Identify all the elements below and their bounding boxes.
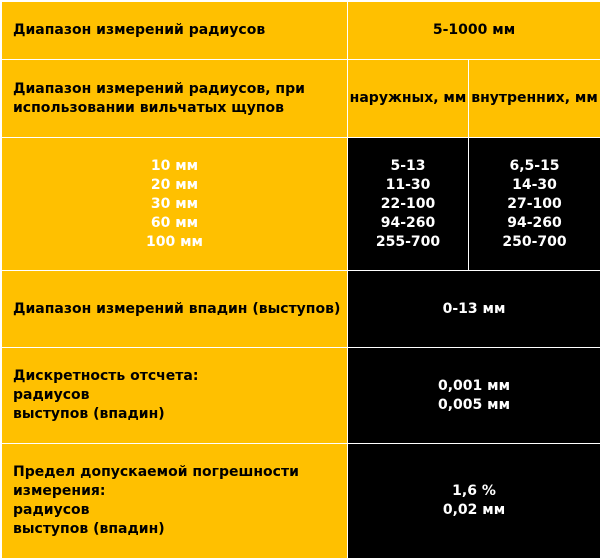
table-row	[2, 444, 601, 559]
table-row	[2, 2, 601, 60]
probe-size-list	[2, 138, 348, 271]
probe-size: 30 мм	[150, 195, 199, 212]
resolution-radius: 0,001 мм	[437, 377, 511, 394]
resolution-label: Дискретность отсчета: радиусов выступов (впадин)	[2, 348, 348, 444]
inner-radius-header: внутренних, мм	[469, 60, 601, 138]
fork-probe-range-label: Диапазон измерений радиусов, при использовании вильчатых щупов	[2, 60, 348, 138]
outer-range: 5-13	[390, 157, 426, 174]
outer-range: 11-30	[385, 176, 431, 193]
error-limit-values	[348, 444, 601, 559]
probe-size: 100 мм	[146, 233, 203, 250]
outer-radius-values	[348, 138, 469, 271]
outer-range: 22-100	[380, 195, 436, 212]
resolution-groove: 0,005 мм	[437, 396, 511, 413]
table-row	[2, 271, 601, 348]
outer-range: 94-260	[380, 214, 436, 231]
inner-range: 14-30	[512, 176, 557, 193]
error-limit-radius: 1,6 %	[452, 483, 496, 499]
groove-range-label: Диапазон измерений впадин (выступов)	[2, 271, 348, 348]
outer-radius-header: наружных, мм	[348, 60, 469, 138]
inner-range: 6,5-15	[509, 157, 560, 174]
specifications-table	[1, 1, 601, 559]
groove-range-value: 0-13 мм	[348, 271, 601, 348]
inner-radius-values	[469, 138, 601, 271]
probe-size: 10 мм	[150, 157, 199, 174]
inner-range: 250-700	[502, 233, 567, 250]
probe-size: 60 мм	[150, 214, 199, 231]
radius-range-value: 5-1000 мм	[348, 2, 601, 60]
inner-range: 27-100	[507, 195, 562, 212]
table-row	[2, 138, 601, 271]
error-limit-label: Предел допускаемой погрешности измерения: радиусов выступов (впадин)	[2, 444, 348, 559]
table-row	[2, 348, 601, 444]
error-limit-groove: 0,02 мм	[442, 502, 506, 518]
resolution-values	[348, 348, 601, 444]
inner-range: 94-260	[507, 214, 562, 231]
radius-range-label: Диапазон измерений радиусов	[2, 2, 348, 60]
table-row	[2, 60, 601, 138]
outer-range: 255-700	[375, 233, 441, 250]
probe-size: 20 мм	[150, 176, 199, 193]
